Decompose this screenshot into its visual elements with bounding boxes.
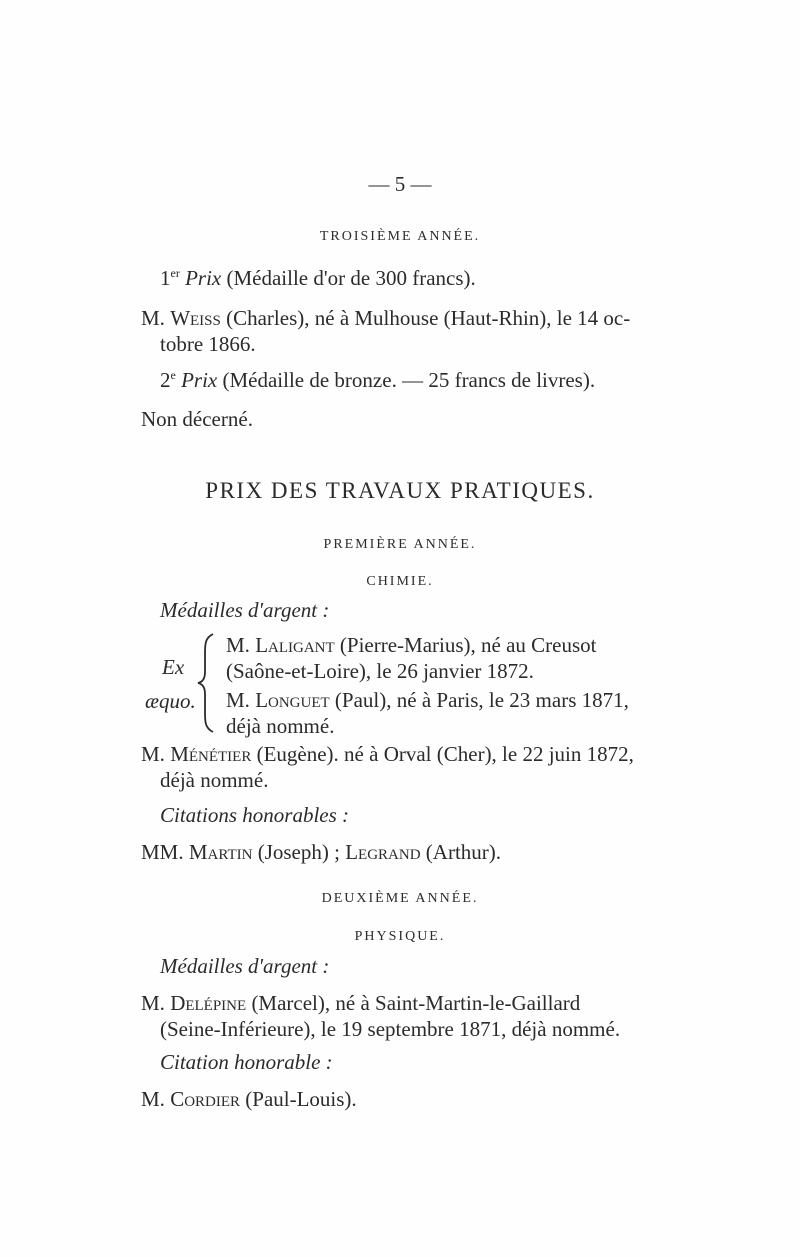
martin-legrand-line [141,840,501,865]
metenier-line2: déjà nommé. [160,768,269,792]
ex-label: Ex [162,655,185,679]
premiere-medailles-label: Médailles d'argent : [160,598,330,622]
longuet-line1 [226,688,629,713]
martin-rest: (Joseph) ; [257,840,340,864]
second-prize-ordinal: 2 [160,368,171,392]
mm-prefix: MM. [141,840,184,864]
delepine-name: Delépine [170,991,247,1015]
second-prize-detail: (Médaille de bronze. — 25 francs de livres). [222,368,596,392]
cordier-rest: (Paul-Louis). [245,1087,357,1111]
martin-name: Martin [188,840,253,864]
cordier-name: Cordier [170,1087,241,1111]
second-prize-ordinal-sup: e [170,368,176,382]
deuxieme-medailles-label: Médailles d'argent : [160,954,330,978]
metenier-line1 [141,742,634,767]
first-prize-line [160,266,476,291]
delepine-m: M. [141,991,165,1015]
cordier-line [141,1087,357,1112]
delepine-rest: (Marcel), né à Saint-Martin-le-Gaillard [251,991,581,1015]
legrand-rest: (Arthur). [425,840,502,864]
troisieme-annee-heading: TROISIÈME ANNÉE. [319,229,481,244]
legrand-name: Legrand [345,840,421,864]
first-prize-ordinal-sup: er [170,266,180,280]
left-brace-icon [195,632,219,734]
premiere-annee-heading: PREMIÈRE ANNÉE. [323,537,477,552]
laligant-m: M. [226,633,250,657]
page-number: — 5 — [368,172,432,196]
laligant-line1 [226,633,597,658]
weiss-m: M. [141,306,165,330]
non-decerne: Non décerné. [141,407,253,431]
laligant-line2: (Saône-et-Loire), le 26 janvier 1872. [226,659,534,683]
weiss-entry-line1 [141,306,630,331]
deuxieme-annee-heading: DEUXIÈME ANNÉE. [321,891,479,906]
citation-honorable-label: Citation honorable : [160,1050,333,1074]
weiss-entry-line2: tobre 1866. [160,332,256,356]
cordier-m: M. [141,1087,165,1111]
delepine-line2: (Seine-Inférieure), le 19 septembre 1871, déjà nommé. [160,1017,621,1041]
metenier-name: Ménétier [170,742,252,766]
longuet-m: M. [226,688,250,712]
delepine-line1 [141,991,580,1016]
longuet-name: Longuet [255,688,330,712]
second-prize-line [160,368,595,393]
aequo-label: æquo. [145,689,196,713]
second-prize-label: Prix [181,368,218,392]
first-prize-ordinal: 1 [160,266,171,290]
chimie-heading: CHIMIE. [366,574,434,589]
travaux-pratiques-title: PRIX DES TRAVAUX PRATIQUES. [205,478,595,503]
first-prize-detail: (Médaille d'or de 300 francs). [226,266,476,290]
laligant-name: Laligant [255,633,335,657]
metenier-rest: (Eugène). né à Orval (Cher), le 22 juin 1872, [256,742,634,766]
weiss-rest: (Charles), né à Mulhouse (Haut-Rhin), le 14 oc- [226,306,631,330]
physique-heading: PHYSIQUE. [354,929,446,944]
longuet-line2: déjà nommé. [226,714,335,738]
first-prize-label: Prix [185,266,222,290]
metenier-m: M. [141,742,165,766]
weiss-name: Weiss [170,306,221,330]
laligant-rest: (Pierre-Marius), né au Creusot [339,633,597,657]
longuet-rest: (Paul), né à Paris, le 23 mars 1871, [334,688,629,712]
citations-honorables-label: Citations honorables : [160,803,350,827]
